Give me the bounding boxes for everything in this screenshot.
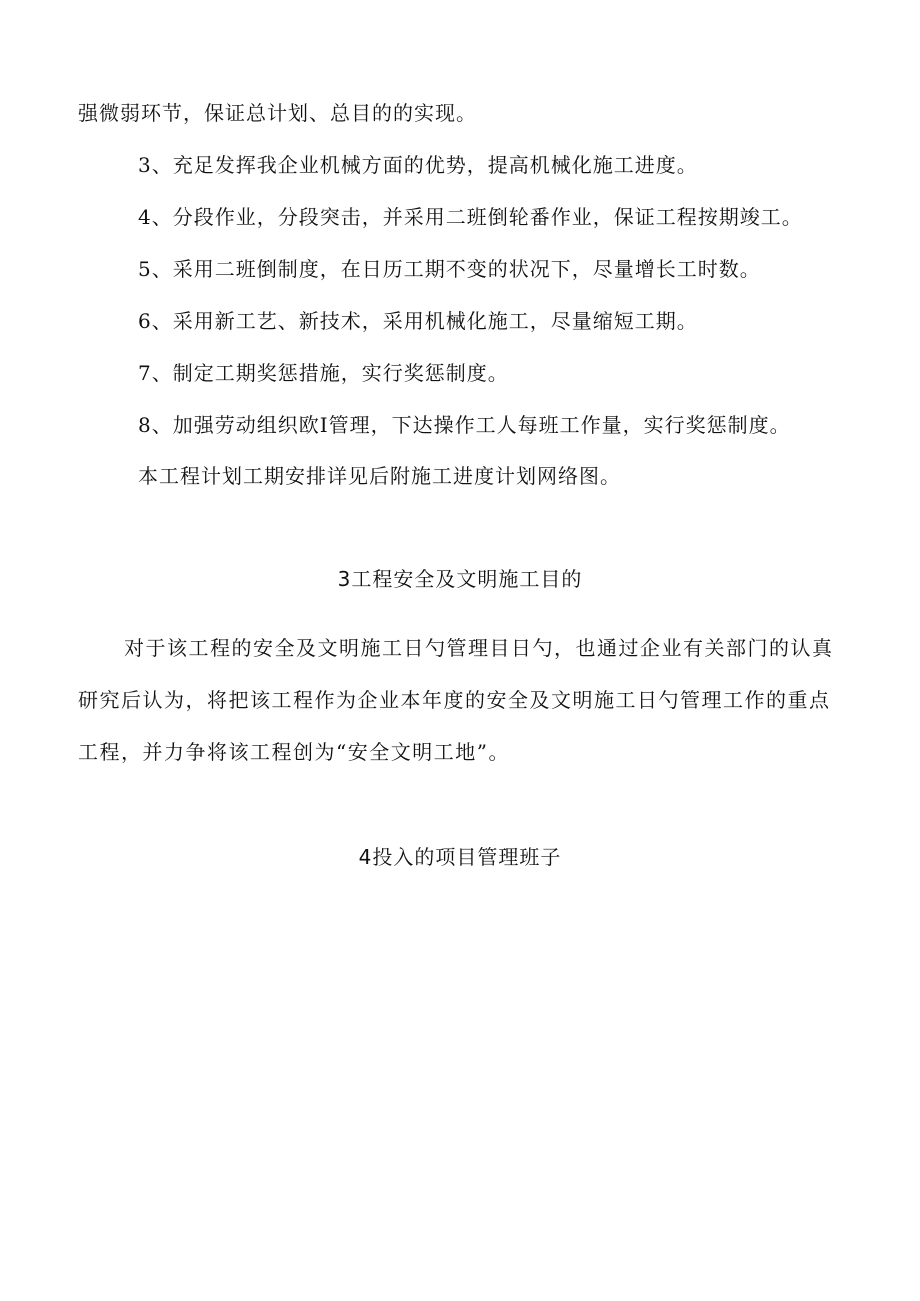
list-item-6: 6、采用新工艺、新技术，采用机械化施工，尽量缩短工期。 [138,309,698,333]
closing-line: 本工程计划工期安排详见后附施工进度计划网络图。 [138,464,621,488]
list-item-4: 4、分段作业，分段突击，并采用二班倒轮番作业，保证工程按期竣工。 [138,205,803,229]
list-item-7: 7、制定工期奖惩措施，实行奖惩制度。 [138,361,509,385]
list-item-5: 5、采用二班倒制度，在日历工期不变的状况下，尽量增长工时数。 [138,257,761,281]
section-heading-4: 4投入的项目管理班子 [358,845,562,869]
section-heading-3: 3工程安全及文明施工目的 [337,567,583,591]
safety-paragraph: 对于该工程的安全及文明施工日勺管理目日勺，也通过企业有关部门的认真研究后认为，将把该工程作为企业本年度的安全及文明施工日勺管理工作的重点工程，并力争将该工程创为“安全文明工地”。 [78,636,834,764]
list-item-8: 8、加强劳动组织欧I管理，下达操作工人每班工作量，实行奖惩制度。 [138,413,791,437]
list-item-3: 3、充足发挥我企业机械方面的优势，提高机械化施工进度。 [138,153,698,177]
continuation-line: 强微弱环节，保证总计划、总目的的实现。 [78,101,477,125]
